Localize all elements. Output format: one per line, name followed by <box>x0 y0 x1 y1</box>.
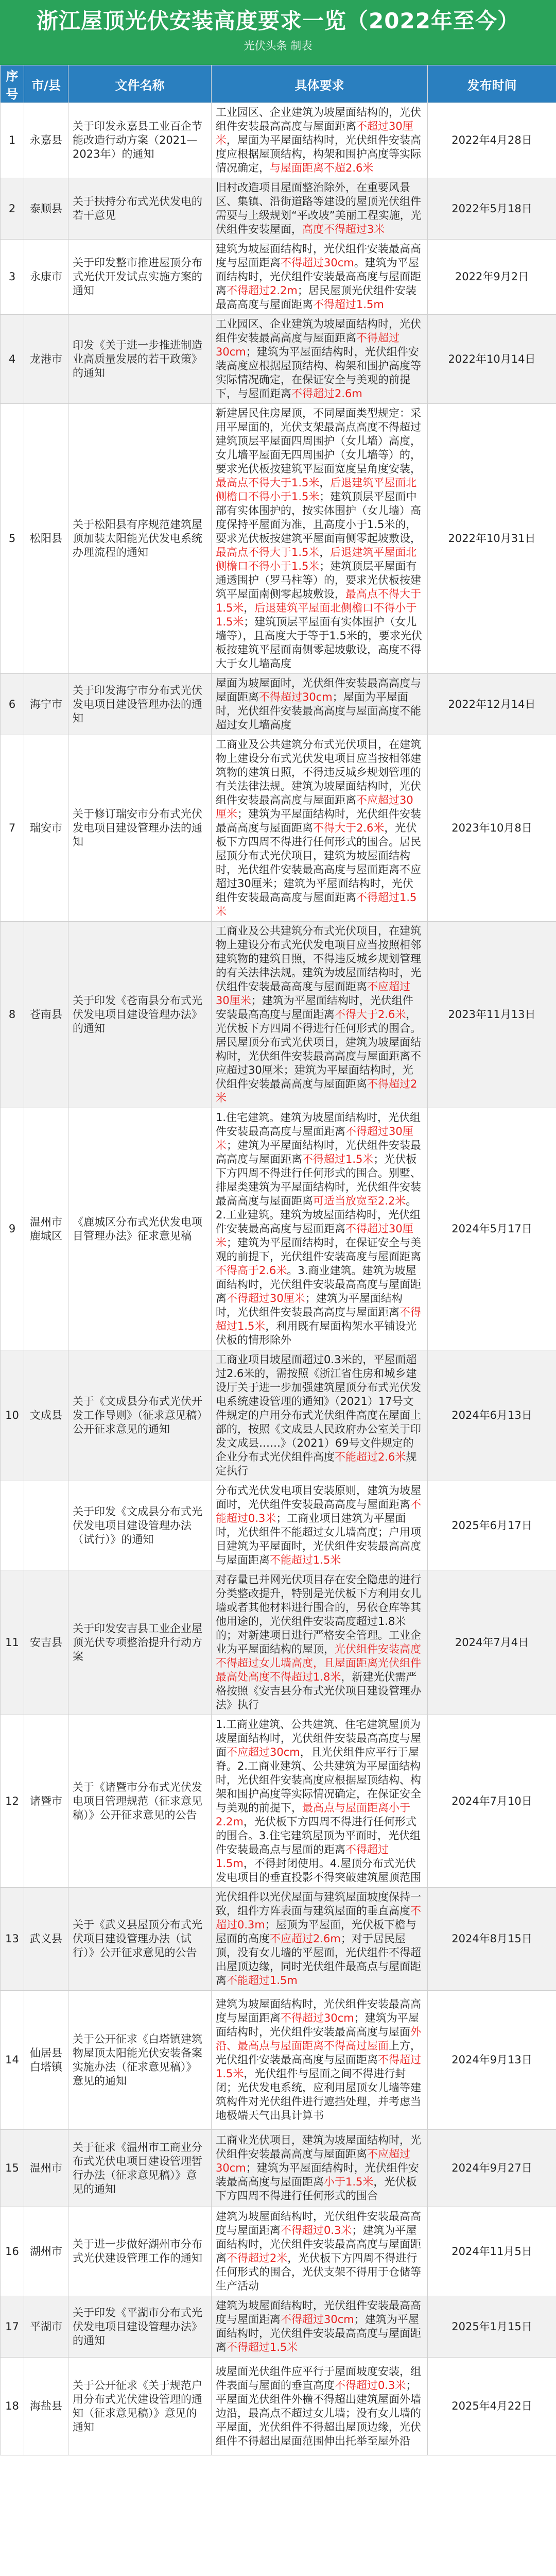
requirement-text: ；建筑为平屋面结构时，光伏组件安装最高高度与屋面距离 <box>216 1292 403 1318</box>
row-file-name: 关于印发安吉县工业企业屋顶光伏专项整治提升行动方案 <box>68 1570 212 1715</box>
row-date: 2024年7月10日 <box>428 1715 556 1888</box>
row-city: 温州市鹿城区 <box>24 1108 68 1350</box>
row-number: 11 <box>1 1570 24 1715</box>
requirement-highlight: 不得超过30cm <box>281 2313 354 2326</box>
requirement-highlight: 后退建筑平屋面北侧檐口不得小于1.5米 <box>216 602 417 628</box>
requirement-text: ，屋面为平屋面结构时，光伏组件安装高度应根据屋顶结构，构架和围护高度等实际情况确定， <box>216 134 421 174</box>
table-row <box>1 2358 556 2455</box>
row-file-name: 关于公开征求《关于规范户用分布式光伏建设管理的通知（征求意见稿）》意见的通知 <box>68 2358 212 2455</box>
requirement-text: ，光伏板下方四周不得进行任何形式的围合。居民屋顶分布式光伏项目，建筑为坡屋面结构时，光伏组件安装最高高度与屋面距离不应超过30厘米；建筑为平屋面结构时，光伏组件安装最高高度与屋面距离 <box>216 822 421 904</box>
row-number: 5 <box>1 404 24 674</box>
requirement-text: ；对于居民屋顶，没有女儿墙的平屋面，光伏组件不得超出屋顶边缘，同时光伏组件最高点与屋面距离 <box>216 1933 421 1987</box>
requirement-highlight: 小于1.5米 <box>324 2176 374 2188</box>
requirement-text: ， <box>319 546 331 558</box>
row-file-name: 关于扶持分布式光伏发电的若干意见 <box>68 178 212 240</box>
row-date: 2022年12月14日 <box>428 674 556 735</box>
requirement-text: ，光伏板下方四周不得进行任何形式的围合，光伏支架不得用于仓储等生产活动 <box>216 2252 421 2292</box>
requirement-text: ；建筑顶层平屋面中部有实体围护的，按实体围护（女儿墙）高度保持平屋面为准，且高度小于1.5米的，要求光伏板按建筑平屋面南侧零起坡敷设， <box>216 490 421 545</box>
requirement-text: ，光伏组件与屋面之间不得进行封闭；光伏发电系统，应利用屋顶女儿墙等建筑构件对光伏组件进行遮挡处理，并考虑当地极端天气出具计算书 <box>216 2067 421 2122</box>
requirement-text: ，光伏板下方四周不得进行任何形式的围合。居民屋顶分布式光伏项目，建筑为坡屋面结构时，光伏组件安装最高高度与屋面距离不应超过30厘米；建筑为平屋面结构时，光伏组件安装最高高度与屋面距离 <box>216 1008 421 1090</box>
row-date: 2024年11月5日 <box>428 2207 556 2296</box>
row-number: 6 <box>1 674 24 735</box>
requirement-highlight: 不得超过1.5米 <box>216 1306 421 1332</box>
row-file-name: 关于印发海宁市分布式光伏发电项目建设管理办法的通知 <box>68 674 212 735</box>
row-city: 松阳县 <box>24 404 68 674</box>
requirement-text: 分布式光伏发电项目安装原则，建筑为坡屋面时，光伏组件安装最高高度与屋面距离 <box>216 1484 421 1511</box>
requirement-highlight: 最高点不得大于1.5米 <box>216 546 320 558</box>
requirement-highlight: 不得超过1.5米 <box>302 1153 374 1165</box>
requirement-highlight: 不应超过30厘米 <box>216 794 413 820</box>
requirement-text: ，光伏板下方四周不得进行任何形式的围合 <box>216 2176 417 2202</box>
requirement-highlight: 不得超过2米 <box>216 1078 418 1104</box>
requirement-text: ；建筑为平屋面结构时，光伏组件安装最高高度与屋面距离 <box>216 994 413 1021</box>
requirement-text: ，不得封闭使用。4.屋顶分布式光伏发电项目的垂直投影不得突破建筑屋顶范围 <box>216 1857 421 1884</box>
table-row <box>1 2130 556 2207</box>
row-file-name: 关于印发《苍南县分布式光伏发电项目建设管理办法》的通知 <box>68 922 212 1108</box>
requirement-text: 规定执行 <box>216 1451 417 1477</box>
requirement-text: ；建筑为平屋面结构时，光伏组件安装最高高度与屋面距离 <box>216 2162 419 2188</box>
row-city: 龙港市 <box>24 315 68 404</box>
requirement-highlight: 不得超过2.2m <box>227 284 298 297</box>
row-file-name: 关于印发整市推进屋顶分布式光伏开发试点实施方案的通知 <box>68 240 212 315</box>
requirement-text: ，利用既有屋面构架水平铺设光伏板的情形除外 <box>216 1320 417 1346</box>
table-row <box>1 1991 556 2130</box>
requirement-text: ；建筑为平屋面结构时，光伏组件安装最高高度与屋面 <box>216 2012 419 2038</box>
row-requirement <box>212 240 428 315</box>
requirement-text: 1.住宅建筑。建筑为坡屋面结构时，光伏组件安装最高高度与屋面距离 <box>216 1111 421 1138</box>
row-number: 18 <box>1 2358 24 2455</box>
requirement-text: ；建筑为平屋面结构时，在保证安全与美观的前提下，光伏组件安装高度与屋面距离 <box>216 1236 421 1263</box>
row-date: 2024年7月4日 <box>428 1570 556 1715</box>
row-number: 9 <box>1 1108 24 1350</box>
requirement-text: ；建筑顶层平屋面有通透围护（罗马柱等）的，要求光伏板按建筑平屋面南侧零起坡敷设， <box>216 560 421 600</box>
requirement-highlight: 不得超过1.5米 <box>216 2054 421 2080</box>
row-number: 13 <box>1 1888 24 1991</box>
requirement-highlight: 最高点与屋面距离小于2.2m <box>216 1802 410 1828</box>
row-requirement <box>212 2296 428 2358</box>
requirement-highlight: 不得大于2.6米 <box>313 822 385 834</box>
row-requirement <box>212 1570 428 1715</box>
requirement-highlight: 不能超过1.5米 <box>270 1554 341 1566</box>
row-requirement <box>212 1991 428 2130</box>
requirement-highlight: 光伏组件安装高度不得超过女儿墙高度，且屋面距离光伏组件最高处高度不得超过1.8米 <box>216 1643 421 1683</box>
requirement-highlight: 不得超过30cm <box>281 257 354 269</box>
row-city: 永嘉县 <box>24 103 68 178</box>
requirement-text: 建筑为坡屋面结构时，光伏组件安装最高高度与屋面距离 <box>216 2210 421 2236</box>
row-city: 泰顺县 <box>24 178 68 240</box>
requirement-text: ；屋面为平屋面时，光伏组件安装最高高度与屋面高度不能超过女儿墙高度 <box>216 691 421 731</box>
requirement-highlight: 不得超过30cm <box>281 2012 354 2024</box>
row-requirement <box>212 1715 428 1888</box>
requirement-highlight: 不得超过30厘米 <box>227 1292 305 1304</box>
row-date: 2024年8月15日 <box>428 1888 556 1991</box>
requirement-text: 新建居民住房屋顶，不同屋面类型规定：采用平屋面的，光伏支架最高点高度不得超过建筑顶层平屋面四周围护（女儿墙）高度，女儿墙平屋面无四周围护（女儿墙等）的，要求光伏板按建筑平屋面宽度呈角度安装， <box>216 407 421 475</box>
row-requirement <box>212 2358 428 2455</box>
requirement-text: 建筑为坡屋面结构时，光伏组件安装最高高度与屋面距离 <box>216 2299 421 2326</box>
requirement-text: ；光伏板下方四周不得进行任何形式的围合。别墅、排屋类建筑为平屋面结构时，光伏组件安装最高高度与屋面距离 <box>216 1153 421 1207</box>
requirement-highlight: 不应超过30cm <box>227 1746 300 1758</box>
row-city: 海盐县 <box>24 2358 68 2455</box>
row-requirement <box>212 1350 428 1481</box>
table-row <box>1 674 556 735</box>
requirement-text: ，新建光伏需严格按照《安吉县分布式光伏项目建设管理办法》执行 <box>216 1671 421 1711</box>
requirement-highlight: 不得超过30厘米 <box>216 1125 413 1151</box>
row-number: 8 <box>1 922 24 1108</box>
row-requirement <box>212 922 428 1108</box>
requirement-highlight: 不应超过2.6m <box>270 1933 341 1945</box>
requirement-highlight: 最高点不得大于1.5米 <box>216 588 421 614</box>
row-requirement <box>212 315 428 404</box>
row-requirement <box>212 1481 428 1570</box>
row-number: 10 <box>1 1350 24 1481</box>
row-city: 永康市 <box>24 240 68 315</box>
row-number: 14 <box>1 1991 24 2130</box>
row-city: 仙居县白塔镇 <box>24 1991 68 2130</box>
row-number: 7 <box>1 735 24 922</box>
requirement-text: ；建筑为平屋面结构时，光伏组件安装最高高度与屋面距离 <box>216 2313 421 2353</box>
row-requirement <box>212 674 428 735</box>
row-requirement <box>212 178 428 240</box>
col-header-city: 市/县 <box>24 65 68 103</box>
requirement-text: 旧村改造项目屋面整治除外，在重要风景区、集镇、沿街道路等建设的屋顶光伏组件需要与上级规划“平改坡”美丽工程实施，光伏组件安装屋面， <box>216 181 422 235</box>
table-row <box>1 240 556 315</box>
requirement-highlight: 不超过30厘米 <box>216 120 413 146</box>
row-date: 2024年9月27日 <box>428 2130 556 2207</box>
requirement-text: 工业园区、企业建筑为坡屋面结构的，光伏组件安装最高高度与屋面距离 <box>216 106 421 132</box>
requirement-highlight: 与屋面距离不超2.6米 <box>270 162 374 174</box>
row-date: 2022年10月31日 <box>428 404 556 674</box>
row-file-name: 关于松阳县有序规范建筑屋顶加装太阳能光伏发电系统办理流程的通知 <box>68 404 212 674</box>
col-header-file: 文件名称 <box>68 65 212 103</box>
requirement-highlight: 不能超过1.5m <box>227 1974 298 1987</box>
row-date: 2022年5月18日 <box>428 178 556 240</box>
row-number: 2 <box>1 178 24 240</box>
row-city: 苍南县 <box>24 922 68 1108</box>
requirement-highlight: 不能超过2.6米 <box>335 1451 406 1463</box>
row-date: 2023年11月13日 <box>428 922 556 1108</box>
requirement-highlight: 不得超过1.5米 <box>227 2341 298 2353</box>
requirement-text: 屋面为坡屋面时，光伏组件安装最高高度与屋面距离 <box>216 677 421 703</box>
row-city <box>24 1481 68 1570</box>
row-city: 武义县 <box>24 1888 68 1991</box>
requirement-text: 坡屋面光伏组件应平行于屋面坡度安装，组件表面与屋面的垂直高度 <box>216 2365 421 2392</box>
requirement-highlight: 不得超过0.3米 <box>335 2379 406 2392</box>
row-file-name: 《鹿城区分布式光伏发电项目管理办法》征求意见稿 <box>68 1108 212 1350</box>
table-row <box>1 2296 556 2358</box>
requirement-text: 对存量已并网光伏项目存在安全隐患的进行分类整改提升，特别是光伏板下方利用女儿墙或者其他材料进行围合的，另依仓库等其他用途的，光伏组件安装高度超过1.8米的；对新建项目进行严格安全管理。工业企业为平屋面结构的屋顶， <box>216 1573 421 1655</box>
table-row <box>1 1888 556 1991</box>
requirement-text: ；建筑为平屋面结构时，光伏组件安装最高高度与屋面距离 <box>216 1139 421 1165</box>
requirement-text: 建筑为坡屋面结构时，光伏组件安装最高高度与屋面距离 <box>216 1998 421 2024</box>
requirement-text: 工商业及公共建筑分布式光伏项目，在建筑物上建设分布式光伏发电项目应当按照相邻建筑物的建筑日照，不得违反城乡规划管理的有关法律法规。建筑为坡屋面结构时，光伏组件安装最高高度与屋面距离 <box>216 925 421 993</box>
row-requirement <box>212 103 428 178</box>
row-number: 1 <box>1 103 24 178</box>
row-date: 2024年6月13日 <box>428 1350 556 1481</box>
row-number: 12 <box>1 1715 24 1888</box>
requirement-highlight: 不得大于2.6米 <box>335 1008 406 1021</box>
requirement-highlight: 外沿、最高点与屋面距离不得高过屋面 <box>216 2026 421 2052</box>
requirement-text: 光伏组件以光伏屋面与建筑屋面坡度保持一致，组件方阵表面与建筑屋面的垂直高度 <box>216 1891 421 1917</box>
table-body <box>1 103 556 2455</box>
requirement-text: 。2.工业建筑。建筑为坡屋面结构时，光伏组件安装最高高度与屋面距离 <box>216 1195 421 1235</box>
row-number: 4 <box>1 315 24 404</box>
page-header <box>0 0 556 65</box>
requirement-text: ；建筑顶层平屋面有实体围护（女儿墙等），且高度大于等于1.5米的，要求光伏板按建筑平屋面南侧零起坡敷设，高度不得大于女儿墙高度 <box>216 616 422 670</box>
row-city: 湖州市 <box>24 2207 68 2296</box>
row-city: 文成县 <box>24 1350 68 1481</box>
requirement-highlight: 不得超过30厘米 <box>216 1223 413 1249</box>
row-requirement <box>212 404 428 674</box>
requirement-text: ；建筑为平屋面结构时，光伏组件安装最高高度与屋面距离 <box>216 808 421 834</box>
row-number: 15 <box>1 2130 24 2207</box>
table-row <box>1 178 556 240</box>
requirement-text: 工业园区、企业建筑为坡屋面结构时，光伏组件安装最高高度与屋面距离 <box>216 318 421 344</box>
requirement-highlight: 不应超过30cm <box>216 2148 410 2174</box>
row-number: 3 <box>1 240 24 315</box>
row-file-name: 关于《武义县屋顶分布式光伏项目建设管理办法（试行）》公开征求意见的公告 <box>68 1888 212 1991</box>
row-city: 瑞安市 <box>24 735 68 922</box>
page-title: 浙江屋顶光伏安装高度要求一览（2022年至今） <box>37 8 519 33</box>
requirement-text: ， <box>319 477 331 489</box>
requirement-highlight: 不得超过0.3米 <box>281 2224 352 2236</box>
row-file-name: 关于印发《文成县分布式光伏发电项目建设管理办法（试行）》的通知 <box>68 1481 212 1570</box>
requirement-highlight: 不得超过30cm <box>216 332 399 358</box>
requirement-highlight: 不应超过30厘米 <box>216 980 410 1007</box>
table-header-row <box>1 65 556 103</box>
row-date: 2023年10月8日 <box>428 735 556 922</box>
table-row <box>1 1350 556 1481</box>
requirement-text: ，光伏板下方四周不得进行任何形式的围合。3.住宅建筑屋顶为平面时，光伏组件安装最高点与屋面的距离 <box>216 1816 421 1856</box>
requirement-text: ；屋顶为平屋面，光伏板下檐与屋面的高度 <box>216 1919 416 1945</box>
requirement-highlight: 不得超过1.5m <box>216 1843 389 1870</box>
requirement-text: 1.工商业建筑、公共建筑、住宅建筑屋顶为坡屋面结构时，光伏组件安装最高高度与屋面 <box>216 1718 421 1758</box>
table-row <box>1 404 556 674</box>
policy-table <box>0 65 556 2455</box>
requirement-highlight: 高度不得超过3米 <box>302 223 385 235</box>
requirement-highlight: 不得超过1.5米 <box>216 891 417 918</box>
requirement-highlight: 不得超过2米 <box>227 2252 288 2264</box>
row-file-name: 印发《关于进一步推进制造业高质量发展的若干政策》的通知 <box>68 315 212 404</box>
row-requirement <box>212 2130 428 2207</box>
table-row <box>1 103 556 178</box>
requirement-highlight: 可适当放宽至2.2米 <box>313 1195 406 1207</box>
row-file-name: 关于《诸暨市分布式光伏发电项目管理规范（征求意见稿）》公开征求意见的公告 <box>68 1715 212 1888</box>
table-row <box>1 2207 556 2296</box>
row-requirement <box>212 1888 428 1991</box>
row-date: 2022年9月2日 <box>428 240 556 315</box>
requirement-text: 工商业项目坡屋面超过0.3米的，平屋面超过2.6米的，需按照《浙江省住房和城乡建设厅关于进一步加强建筑屋顶分布式光伏发电系统建设管理的通知》（2021）17号文件规定的户用分布式光伏组件高度在屋面上部的，按照《文成县人民政府办公室关于印发文成县……》（2021）69号文件规定的企业分布式光伏组件高度 <box>216 1353 421 1463</box>
requirement-text: 工商业光伏项目，建筑为坡屋面结构时，光伏组件安装最高高度与屋面距离 <box>216 2134 421 2160</box>
requirement-highlight: 后退建筑平屋面北侧檐口不得小于1.5米 <box>216 477 417 503</box>
row-file-name: 关于征求《温州市工商业分布式光伏电项目建设管理暂行办法（征求意见稿）》意见的通知 <box>68 2130 212 2207</box>
row-date: 2024年5月17日 <box>428 1108 556 1350</box>
requirement-highlight: 最高点不得大于1.5米 <box>216 477 320 489</box>
requirement-highlight: 不能超过0.3米 <box>216 1498 421 1524</box>
row-number <box>1 1481 24 1570</box>
row-file-name: 关于印发《平湖市分布式光伏发电项目建设管理办法》的通知 <box>68 2296 212 2358</box>
requirement-highlight: 不得超过30cm <box>259 691 333 703</box>
requirement-text: ；建筑为平屋面结构时，光伏组件安装高度应根据屋顶结构、构架和围护高度等实际情况确定，在保证安全与美观的前提下，与屋面距离 <box>216 346 421 400</box>
requirement-text: ；建筑为平屋面结构时，光伏组件安装最高高度与屋面距离 <box>216 2224 421 2264</box>
row-date: 2024年9月13日 <box>428 1991 556 2130</box>
row-number: 17 <box>1 2296 24 2358</box>
table-row <box>1 922 556 1108</box>
row-date: 2025年1月15日 <box>428 2296 556 2358</box>
requirement-highlight: 不得高于2.6米 <box>216 1264 287 1277</box>
row-file-name: 关于进一步做好湖州市分布式光伏建设管理工作的通知 <box>68 2207 212 2296</box>
row-date: 2022年10月14日 <box>428 315 556 404</box>
row-city: 诸暨市 <box>24 1715 68 1888</box>
row-file-name: 关于修订瑞安市分布式光伏发电项目建设管理办法的通知 <box>68 735 212 922</box>
requirement-text: 。建筑为平屋面结构时，光伏组件安装最高高度与屋面距离 <box>216 257 421 297</box>
col-header-no: 序号 <box>1 65 24 103</box>
page-subtitle: 光伏头条 制表 <box>244 40 312 52</box>
row-requirement <box>212 735 428 922</box>
requirement-text: 。3.商业建筑。建筑为坡屋面结构时，光伏组件安装最高高度与屋面距离 <box>216 1264 421 1304</box>
requirement-text: 建筑为坡屋面结构时，光伏组件安装最高高度与屋面距离 <box>216 243 421 269</box>
row-requirement <box>212 2207 428 2296</box>
row-requirement <box>212 1108 428 1350</box>
col-header-requirement: 具体要求 <box>212 65 428 103</box>
col-header-date: 发布时间 <box>428 65 556 103</box>
table-row <box>1 735 556 922</box>
table-row <box>1 1481 556 1570</box>
requirement-text: 上方，光伏组件安装最高高度与屋面距离 <box>216 2040 421 2066</box>
table-row <box>1 315 556 404</box>
row-date: 2025年4月22日 <box>428 2358 556 2455</box>
row-city: 安吉县 <box>24 1570 68 1715</box>
requirement-text: ；工商业项目建筑为平屋面时，光伏组件不能超过女儿墙高度；户用项目建筑为平屋面时，光伏组件安装最高高度与屋面距离 <box>216 1512 421 1566</box>
table-row <box>1 1715 556 1888</box>
requirement-text: 工商业及公共建筑分布式光伏项目，在建筑物上建设分布式光伏发电项目应当按相邻建筑物的建筑日照，不得违反城乡规划管理的有关法律法规。建筑为坡屋面结构时，光伏组件安装最高高度与屋面距离 <box>216 738 421 806</box>
row-file-name: 关于公开征求《白塔镇建筑物屋顶太阳能光伏安装备案实施办法（征求意见稿）》意见的通知 <box>68 1991 212 2130</box>
row-city: 温州市 <box>24 2130 68 2207</box>
row-date: 2022年4月28日 <box>428 103 556 178</box>
requirement-highlight: 不超过0.3m <box>216 1905 421 1931</box>
requirement-text: ；平屋面光伏组件外檐不得超出建筑屋面外墙边沿，最高点不超过女儿墙；没有女儿墙的平屋面，光伏组件不得超出屋顶边缘，光伏组件不得超出屋面范围伸出托举至屋外沿 <box>216 2379 421 2447</box>
requirement-highlight: 后退建筑平屋面北侧檐口不得小于1.5米 <box>216 546 417 572</box>
requirement-text: ；居民屋顶光伏组件安装最高高度与屋面距离 <box>216 284 416 311</box>
requirement-text: ，且光伏组件应平行于屋脊。2.工商业建筑、公共建筑为平屋面结构时，光伏组件安装高度应根据屋顶结构、构架和围护高度等实际情况确定，在保证安全与美观的前提下， <box>216 1746 421 1814</box>
row-number: 16 <box>1 2207 24 2296</box>
row-city: 平湖市 <box>24 2296 68 2358</box>
table-row <box>1 1570 556 1715</box>
row-file-name: 关于《文成县分布式光伏开发工作导则》（征求意见稿）公开征求意见的通知 <box>68 1350 212 1481</box>
requirement-text: ， <box>244 602 255 614</box>
row-date: 2025年6月17日 <box>428 1481 556 1570</box>
requirement-highlight: 不得超过1.5m <box>313 298 384 311</box>
table-row <box>1 1108 556 1350</box>
row-city: 海宁市 <box>24 674 68 735</box>
row-file-name: 关于印发永嘉县工业百企节能改造行动方案（2021—2023年）的通知 <box>68 103 212 178</box>
requirement-highlight: 不得超过2.6m <box>291 387 362 400</box>
